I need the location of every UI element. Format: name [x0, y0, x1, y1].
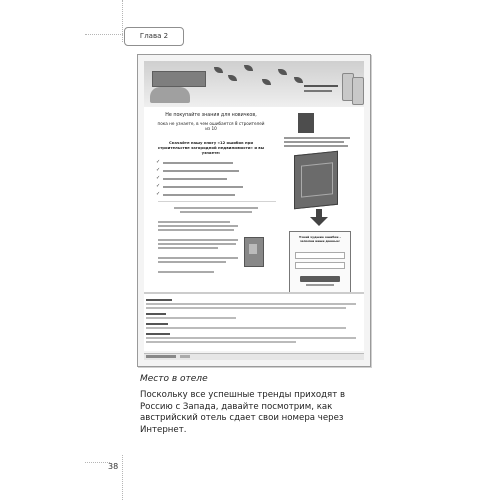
footer-heading — [146, 333, 170, 335]
screenshot-bullet: ✓ — [156, 177, 256, 181]
screenshot-banner — [144, 61, 364, 107]
screenshot-logo — [152, 71, 206, 87]
author-photo — [298, 113, 314, 133]
website-screenshot — [137, 54, 371, 367]
screenshot-page — [144, 61, 364, 351]
ebook-cover-large — [294, 151, 338, 210]
body-paragraph: Поскольку все успешные тренды приходят в Россию с Запада, давайте посмотрим, как австрийский отель сдает свои номера через Интернет. — [140, 390, 346, 435]
form-name-field — [295, 252, 345, 259]
screenshot-bullet: ✓ — [156, 185, 256, 189]
form-title: Узнай худшие ошибки – заполни ваши данные: — [298, 235, 342, 243]
form-submit-button — [300, 276, 340, 282]
jar-image — [352, 77, 364, 105]
dotted-guide-bottom — [85, 462, 110, 463]
form-email-field — [295, 262, 345, 269]
footer-heading — [146, 299, 172, 301]
page-number: 38 — [108, 462, 119, 471]
screenshot-hand-image — [150, 87, 190, 103]
browser-status-bar — [144, 353, 364, 360]
screenshot-bullet: ✓ — [156, 169, 256, 173]
screenshot-bullet: ✓ — [156, 193, 256, 197]
section-caption: Место в отеле — [140, 374, 208, 384]
screenshot-cta: Скачайте нашу книгу «12 ошибок при строительстве загородной недвижимости» и вы узнаете: — [157, 140, 265, 155]
dotted-guide-left-bottom — [122, 455, 123, 500]
footer-heading — [146, 313, 166, 315]
dotted-guide-top — [85, 34, 123, 35]
arrow-down-icon — [310, 217, 328, 226]
screenshot-subheadline: пока не узнаете, в чем ошибается 8 строителей из 10 — [157, 121, 265, 131]
chapter-tab: Глава 2 — [124, 27, 184, 46]
screenshot-bullet: ✓ — [156, 161, 256, 165]
ebook-cover-small — [244, 237, 264, 267]
signup-form — [289, 231, 351, 293]
footer-heading — [146, 323, 168, 325]
screenshot-headline: Не покупайте знания для новичков, — [165, 113, 257, 118]
dotted-guide-left-top — [122, 0, 123, 42]
